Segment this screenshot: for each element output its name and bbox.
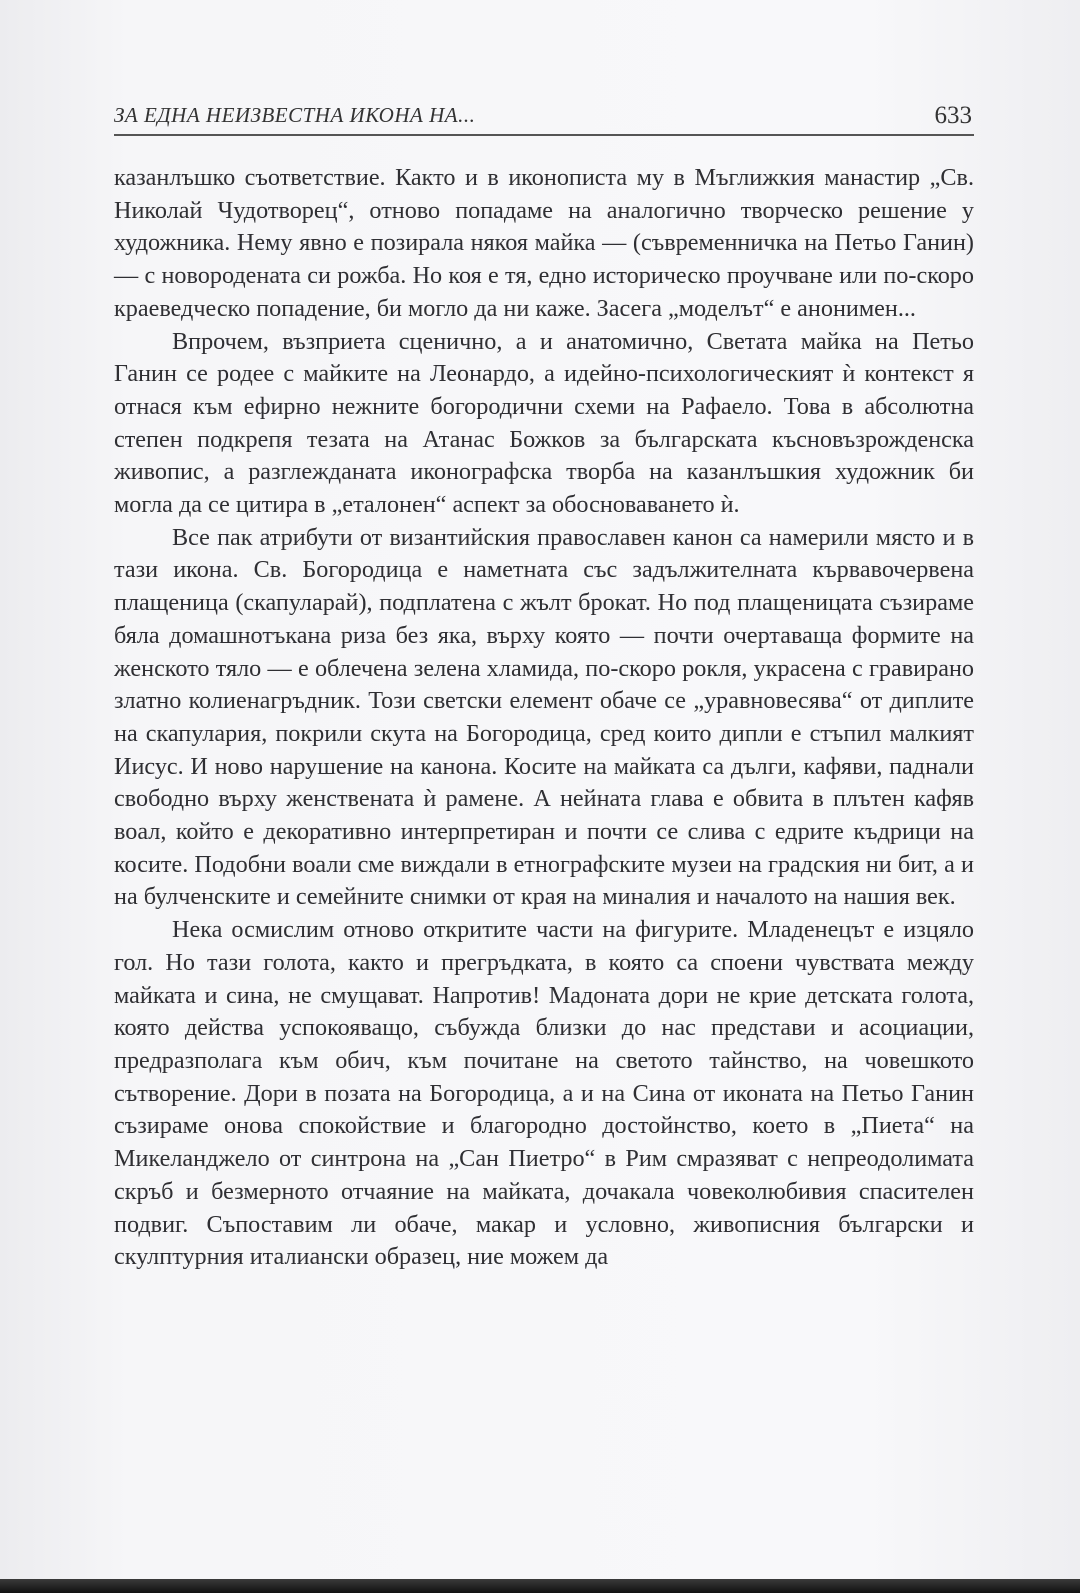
page-number: 633	[934, 102, 972, 129]
paragraph-2: Впрочем, възприета сценично, а и анатомично, Светата майка на Петьо Ганин се родее с майките на Леонардо, а идейно-психологическият ѝ контекст я отнася към ефирно нежните богородични схеми на Рафаело. Това в абсолютна степен подкрепя тезата на Атанас Божков за българската късновъзрожденска живопис, а разглежданата иконографска творба на казанлъшкия художник би могла да се цитира в „еталонен“ аспект за обосноваването ѝ.	[114, 327, 974, 519]
paragraph-4: Нека осмислим отново откритите части на фигурите. Младенецът е изцяло гол. Но тази голота, както и прегръдката, в която са споени чувствата между майката и сина, не смущават. Напротив! Мадоната дори не крие детската голота, която действа успокояващо, събужда близки до нас представи и асоциации, предразполага към обич, към почитане на светото тайнство, на човешкото сътворение. Дори в позата на Богородица, а и на Сина от иконата на Петьо Ганин съзираме онова спокойствие и благородно достойнство, което в „Пиета“ на Микеланджело от синтрона на „Сан Пиетро“ в Рим смразяват с непреодолимата скръб и безмерното отчаяние на майката, дочакала човеколюбивия спасителен подвиг. Съпоставим ли обаче, макар и условно, живописния български и скулптурния италиански образец, ние можем да	[114, 916, 974, 1271]
paragraph-1: казанлъшко съответствие. Както и в иконописта му в Мъглижкия манастир „Св. Николай Чудотворец“, отново попадаме на аналогично творческо решение у художника. Нему явно е позирала някоя майка — (съвременничка на Петьо Ганин) — с новородената си рожба. Но коя е тя, едно историческо проучване или по-скоро краеведческо попадение, би могло да ни каже. Засега „моделът“ е анонимен...	[114, 164, 974, 322]
scan-bottom-edge	[0, 1579, 1080, 1593]
paragraph-3: Все пак атрибути от византийския православен канон са намерили място и в тази икона. Св. Богородица е наметната със задължителната кървавочервена плащеница (скапуларай), подплатена с жълт брокат. Но под плащеницата съзираме бяла домашнотъкана риза без яка, върху която — почти очертаваща формите на женското тяло — е облечена зелена хламида, по-скоро рокля, украсена с гравирано златно колиенагръдник. Този светски елемент обаче се „уравновесява“ от диплите на скапулария, покрили скута на Богородица, сред които дипли е стъпил малкият Иисус. И ново нарушение на канона. Косите на майката са дълги, кафяви, паднали свободно върху женствената ѝ рамене. А нейната глава е обвита в плътен кафяв воал, който е декоративно интерпретиран и почти се слива с едрите къдрици на косите. Подобни воали сме виждали в етнографските музеи на градския ни бит, а и на булченските и семейните снимки от края на миналия и началото на нашия век.	[114, 523, 974, 911]
body-text	[114, 162, 974, 1274]
running-header	[114, 100, 974, 136]
running-title: ЗА ЕДНА НЕИЗВЕСТНА ИКОНА НА...	[114, 103, 476, 127]
